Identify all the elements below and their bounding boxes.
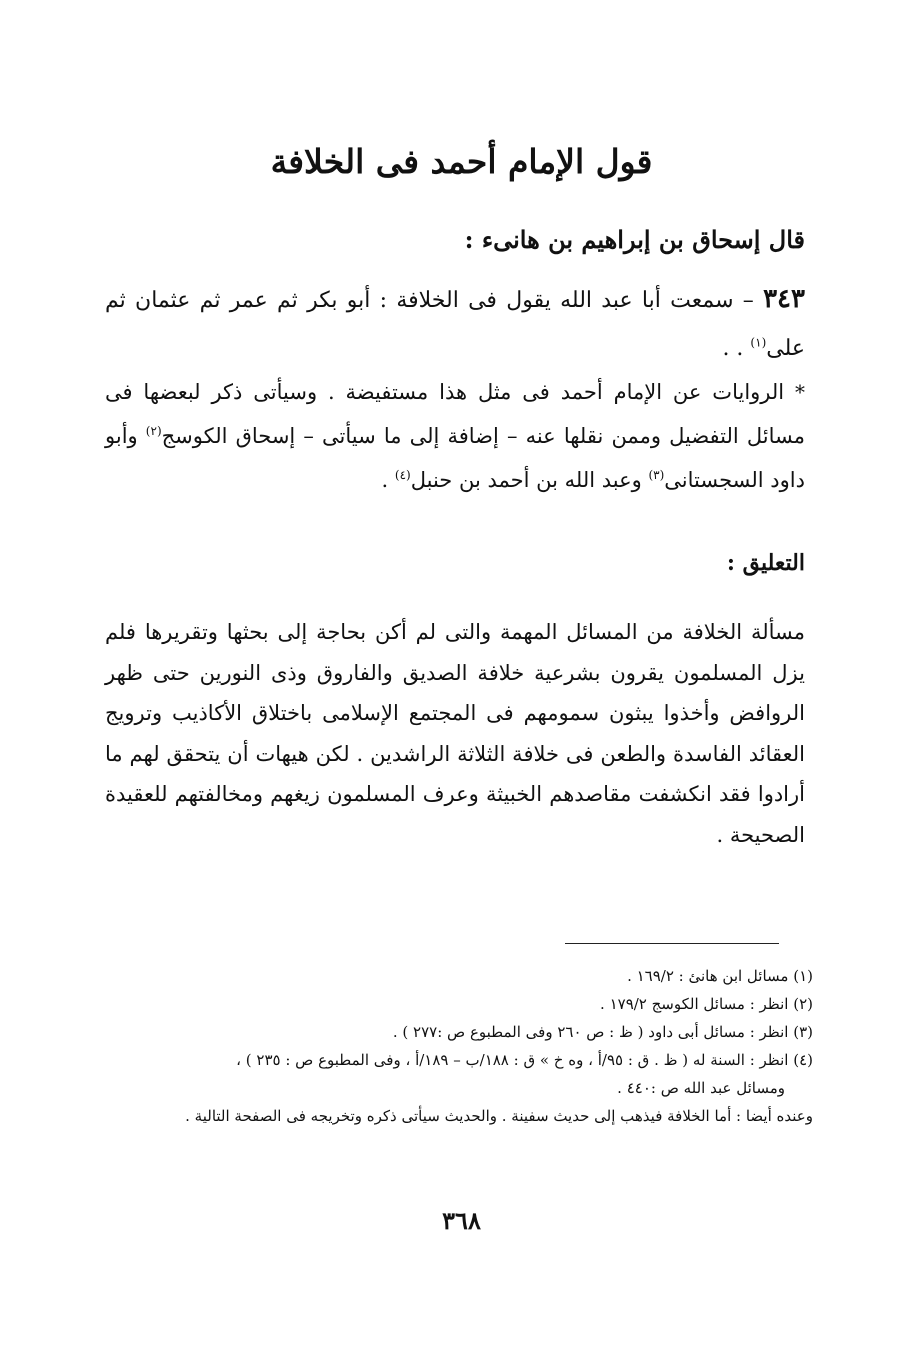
page-number: ٣٦٨ <box>442 1206 481 1235</box>
footnote-ref-2: (٢) <box>145 424 162 438</box>
commentary-text-2: وأبو داود السجستانى <box>105 424 805 492</box>
footnote-3: (٣) انظر : مسائل أبى داود ( ظ : ص ٢٦٠ وفى المطبوع ص :٢٧٧ ) . <box>392 1023 813 1041</box>
narration-number: ٣٤٣ <box>763 284 805 314</box>
footnote-4: (٤) انظر : السنة له ( ظ . ق : ٩٥/أ ، وه خ » ق : ١٨٨/ب – ١٨٩/أ ، وفى المطبوع ص : ٢٣٥ ) ، <box>236 1051 813 1069</box>
footnote-2: (٢) انظر : مسائل الكوسج ١٧٩/٢ . <box>600 995 813 1013</box>
footnote-1: (١) مسائل ابن هانئ : ١٦٩/٢ . <box>627 967 813 985</box>
commentary-end: . <box>381 468 395 492</box>
narration-text: – سمعت أبا عبد الله يقول فى الخلافة : أبو بكر ثم عمر ثم عثمان ثم على <box>105 288 805 361</box>
speaker-line: قال إسحاق بن إبراهيم بن هانىء : <box>464 225 805 254</box>
narration-paragraph <box>105 275 805 373</box>
commentary-paragraph <box>105 370 805 502</box>
commentary-text-3: وعبد الله بن أحمد بن حنبل <box>410 468 649 492</box>
footnote-ref-1: (١) <box>750 335 767 350</box>
commentary-text-1: الروايات عن الإمام أحمد فى مثل هذا مستفيضة . وسيأتى ذكر لبعضها فى مسائل التفضيل وممن نقلها عنه – إضافة إلى ما سيأتى – إسحاق الكوسج <box>105 380 805 448</box>
footnote-divider <box>565 943 779 944</box>
footnotes <box>103 962 813 1130</box>
star-marker: * <box>795 380 805 404</box>
footnote-ref-3: (٣) <box>648 468 665 482</box>
page-title: قول الإمام أحمد فى الخلافة <box>270 142 653 181</box>
footnote-4-continued: ومسائل عبد الله ص :٤٤٠ . <box>617 1079 785 1097</box>
taliq-paragraph: مسألة الخلافة من المسائل المهمة والتى لم أكن بحاجة إلى بحثها وتقريرها فلم يزل المسلمون يقرون بشرعية خلافة الصديق والفاروق وذى النورين حتى ظهر الروافض وأخذوا يبثون سمومهم فى المجتمع الإسلامى باختلاق الأكاذيب وترويج العقائد الفاسدة والطعن فى خلافة الثلاثة الراشدين . لكن هيهات أن يتحقق لهم ما أرادوا فقد انكشفت مقاصدهم الخبيثة وعرف المسلمون زيغهم ومخالفتهم للعقيدة الصحيحة . <box>105 620 805 847</box>
taliq-heading: التعليق : <box>726 550 805 576</box>
footnote-ref-4: (٤) <box>394 468 411 482</box>
narration-tail: . . <box>722 336 751 361</box>
footnote-note: وعنده أيضا : أما الخلافة فيذهب إلى حديث سفينة . والحديث سيأتى ذكره وتخريجه فى الصفحة التالية . <box>185 1107 813 1125</box>
